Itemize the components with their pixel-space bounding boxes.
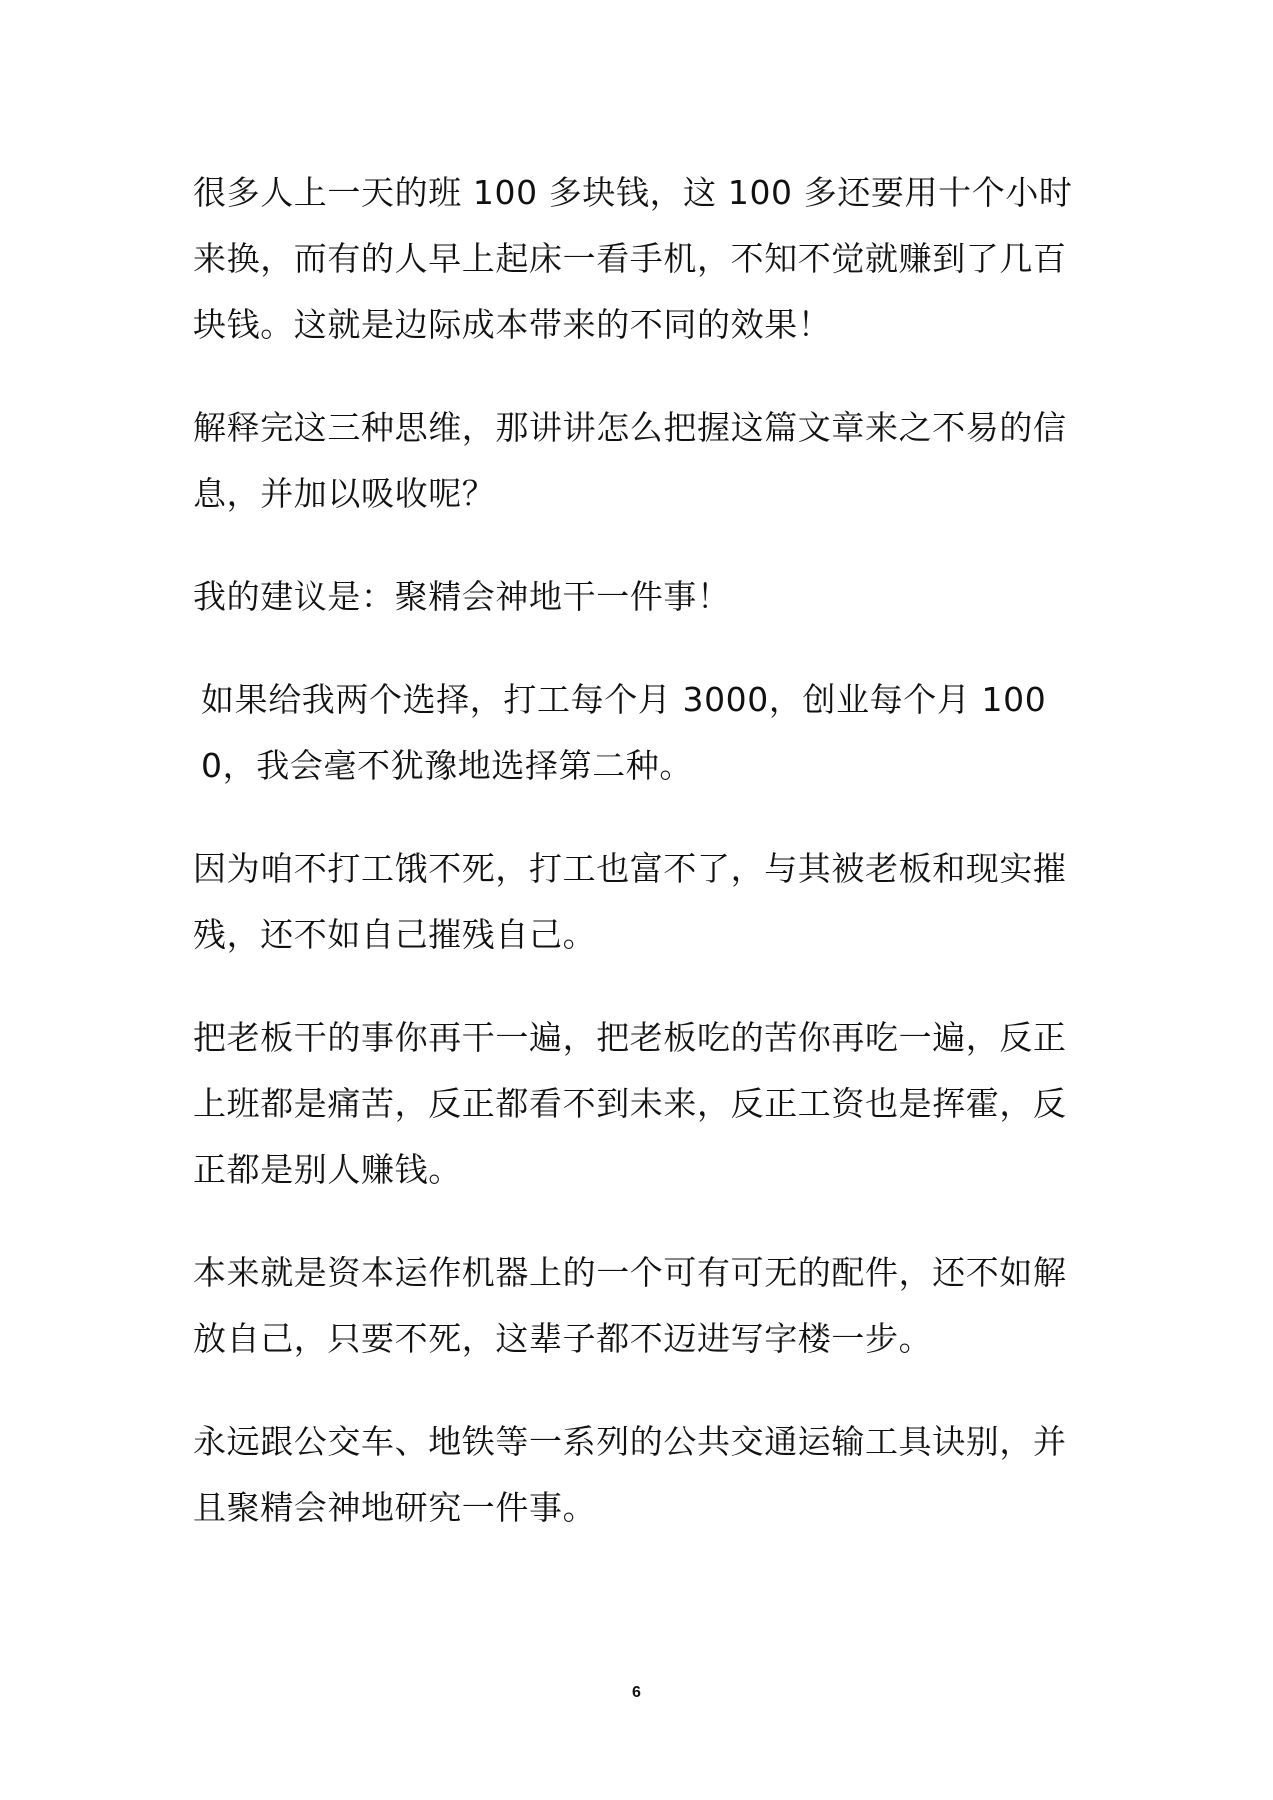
- paragraph-free-yourself: 本来就是资本运作机器上的一个可有可无的配件，还不如解放自己，只要不死，这辈子都不迈进写字楼一步。: [193, 1253, 1067, 1358]
- paragraph-suggestion: 我的建议是：聚精会神地干一件事！: [193, 577, 731, 616]
- paragraph-marginal-cost: 很多人上一天的班 100 多块钱，这 100 多还要用十个小时来换，而有的人早上起床一看手机，不知不觉就赚到了几百块钱。这就是边际成本带来的不同的效果！: [193, 173, 1073, 344]
- paragraph-boss: 把老板干的事你再干一遍，把老板吃的苦你再吃一遍，反正上班都是痛苦，反正都看不到未来，反正工资也是挥霍，反正都是别人赚钱。: [193, 1018, 1067, 1189]
- page-body: [193, 160, 1093, 1578]
- page-number: 6: [632, 1684, 641, 1701]
- paragraph-focus: 永远跟公交车、地铁等一系列的公共交通运输工具诀别，并且聚精会神地研究一件事。: [193, 1422, 1067, 1527]
- paragraph-two-choices: 如果给我两个选择，打工每个月 3000，创业每个月 1000，我会毫不犹豫地选择第二种。: [201, 680, 1047, 785]
- paragraph-reason: 因为咱不打工饿不死，打工也富不了，与其被老板和现实摧残，还不如自己摧残自己。: [193, 849, 1067, 954]
- paragraph-absorb-info: 解释完这三种思维，那讲讲怎么把握这篇文章来之不易的信息，并加以吸收呢？: [193, 408, 1067, 513]
